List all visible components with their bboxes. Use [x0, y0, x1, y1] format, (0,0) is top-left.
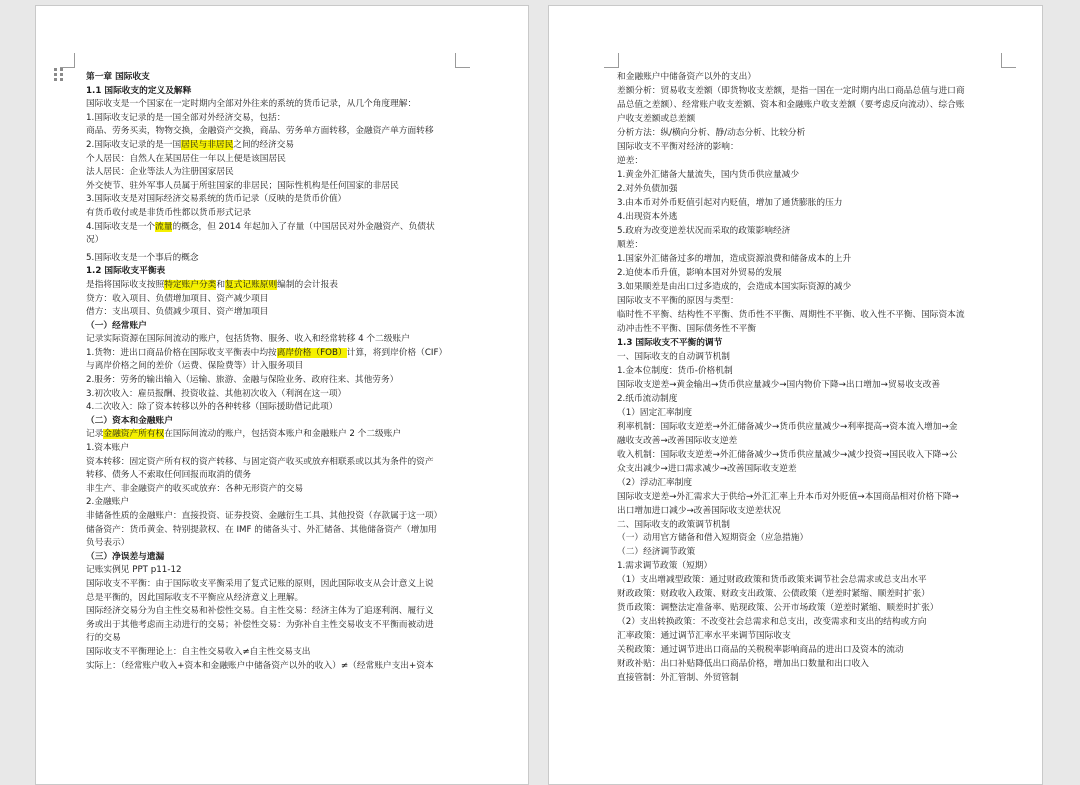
text-line	[617, 295, 997, 309]
text-line	[617, 491, 997, 505]
text-run: 1.2 国际收支平衡表	[86, 266, 166, 277]
text-run: 2.国际收支记录的是一国	[86, 139, 182, 150]
text-run: 3.国际收支是对国际经济交易系统的货币记录（反映的是货币价值）	[86, 194, 347, 205]
text-run: 融收支改善→改善国际收支逆差	[617, 435, 738, 446]
text-line	[617, 658, 997, 672]
text-run: 3.初次收入：雇员报酬、投资收益、其他初次收入（利润在这一项）	[86, 388, 347, 399]
text-run: 1.货物：进出口商品价格在国际收支平衡表中均按	[86, 347, 277, 358]
text-run: 转移、债务人不索取任何回报而取消的债务	[86, 470, 252, 481]
text-line	[617, 379, 997, 393]
crop-mark-top-left	[60, 53, 75, 68]
text-line	[617, 211, 997, 225]
text-run: 动冲击性不平衡、国际债务性不平衡	[617, 323, 756, 334]
text-run: 逆差：	[617, 155, 644, 166]
text-line	[617, 85, 997, 99]
text-line	[617, 169, 997, 183]
text-run: 2.纸币流动制度	[617, 393, 678, 404]
section-heading	[86, 265, 458, 279]
text-line	[617, 421, 997, 435]
text-line	[86, 166, 458, 180]
text-line	[86, 333, 458, 347]
text-run: 1.1 国际收支的定义及解释	[86, 85, 192, 96]
text-run: 1.国际收支记录的是一国全部对外经济交易，包括：	[86, 112, 286, 123]
text-line	[86, 564, 458, 578]
section-heading	[86, 415, 458, 429]
text-run: 众支出减少→进口需求减少→改善国际收支逆差	[617, 463, 797, 474]
text-run: 行的交易	[86, 633, 121, 644]
section-heading	[617, 337, 997, 351]
text-run: 有货币收付或是非货币性都以货币形式记录	[86, 207, 252, 218]
text-run: 3.由本币对外币贬值引起对内贬值，增加了通货膨胀的压力	[617, 197, 843, 208]
text-run: 户收支差额或总差额	[617, 113, 696, 124]
text-line	[617, 505, 997, 519]
text-line	[86, 125, 458, 139]
text-run: 记账实例见 PPT p11-12	[86, 565, 182, 576]
text-line	[86, 537, 458, 551]
text-run: 财政政策：财政收入政策、财政支出政策、公债政策（逆差时紧缩、顺差时扩张）	[617, 589, 930, 600]
text-line	[617, 155, 997, 169]
text-run: 总是平衡的，因此国际收支不平衡应从经济意义上理解。	[86, 592, 304, 603]
text-line	[86, 360, 458, 374]
text-run: 2.金融账户	[86, 497, 130, 508]
text-run: 国际收支不平衡理论上：自主性交易收入≠自主性交易支出	[86, 646, 311, 657]
text-line	[86, 388, 458, 402]
highlighted-text: 复式记账原则	[225, 279, 278, 290]
text-line	[86, 279, 458, 293]
text-run: 5.国际收支是一个事后的概念	[86, 252, 199, 263]
text-run: 国际收支不平衡的原因与类型：	[617, 295, 739, 306]
text-line	[617, 197, 997, 211]
text-run: 国际收支不平衡对经济的影响：	[617, 141, 739, 152]
text-line	[86, 469, 458, 483]
text-run: 务或出于其他考虑而主动进行的交易；补偿性交易：为弥补自主性交易收支不平衡而被动进	[86, 619, 434, 630]
text-run: 5.政府为改变逆差状况而采取的政策影响经济	[617, 225, 791, 236]
text-run: 在国际间流动的账户，包括资本账户和金融账户 2 个二级账户	[164, 429, 402, 440]
text-line	[86, 221, 458, 235]
text-run: 顺差：	[617, 239, 644, 250]
text-run: 4.出现资本外逃	[617, 211, 678, 222]
text-run: 国际收支是一个国家在一定时期内全部对外往来的系统的货币记录，从几个角度理解：	[86, 99, 417, 110]
text-line	[86, 632, 458, 646]
text-run: （2）支出转换政策：不改变社会总需求和总支出，改变需求和支出的结构或方向	[617, 617, 927, 628]
text-run: 况）	[86, 235, 104, 246]
text-run: 2.服务：劳务的输出输入（运输、旅游、金融与保险业务、政府往来、其他劳务）	[86, 375, 399, 386]
text-run: 一、国际收支的自动调节机制	[617, 351, 730, 362]
text-line	[86, 619, 458, 633]
text-line	[617, 267, 997, 281]
text-line	[86, 524, 458, 538]
text-run: （二）经济调节政策	[617, 547, 696, 558]
text-line	[617, 183, 997, 197]
text-run: 负号表示）	[86, 538, 130, 549]
text-line	[86, 401, 458, 415]
text-run: 国际收支不平衡：由于国际收支平衡采用了复式记账的原则，因此国际收支从会计意义上说	[86, 578, 434, 589]
text-line	[86, 234, 458, 248]
text-run: 与离岸价格之间的差价（运费、保险费等）计入服务项目	[86, 361, 304, 372]
text-run: 3.如果顺差是由出口过多造成的，会造成本国实际资源的减少	[617, 281, 852, 292]
text-run: 国际收支逆差→外汇需求大于供给→外汇汇率上升本币对外贬值→本国商品相对价格下降→	[617, 491, 959, 502]
text-run: 实际上：（经常账户收入+资本和金融账户中储备资产以外的收入）≠（经常账户支出+资本	[86, 660, 434, 671]
crop-mark-top-left	[604, 53, 619, 68]
text-run: （1）固定汇率制度	[617, 407, 693, 418]
text-run: 1.黄金外汇储备大量流失，国内货币供应量减少	[617, 169, 800, 180]
text-run: 非生产、非金融资产的收买或放弃：各种无形资产的交易	[86, 483, 304, 494]
crop-mark-top-right	[455, 53, 470, 68]
text-line	[617, 281, 997, 295]
text-line	[617, 113, 997, 127]
text-line	[617, 239, 997, 253]
text-line	[617, 99, 997, 113]
text-line	[617, 253, 997, 267]
text-line	[617, 630, 997, 644]
text-line	[617, 532, 997, 546]
text-line	[617, 477, 997, 491]
text-run: 财政补贴：出口补贴降低出口商品价格，增加出口数量和出口收入	[617, 659, 869, 670]
text-run: 汇率政策：通过调节汇率水平来调节国际收支	[617, 631, 791, 642]
document-page-right[interactable]	[548, 5, 1043, 785]
text-line	[617, 546, 997, 560]
text-run: 之间的经济交易	[233, 139, 295, 150]
highlighted-text: 金融资产所有权	[103, 429, 165, 440]
text-line	[617, 141, 997, 155]
text-run: 法人居民：企业等法人为注册国家居民	[86, 167, 234, 178]
text-line	[86, 98, 458, 112]
text-line	[86, 510, 458, 524]
text-line	[86, 306, 458, 320]
text-line	[617, 519, 997, 533]
text-line	[86, 139, 458, 153]
text-run: 二、国际收支的政策调节机制	[617, 519, 730, 530]
highlighted-text: 特定账户分类	[164, 279, 217, 290]
text-run: 分析方法：纵/横向分析、静/动态分析、比较分析	[617, 127, 806, 138]
text-line	[86, 207, 458, 221]
text-run: 利率机制：国际收支逆差→外汇储备减少→货币供应量减少→利率提高→资本流入增加→金	[617, 421, 958, 432]
text-line	[86, 456, 458, 470]
text-line	[617, 225, 997, 239]
text-line	[86, 496, 458, 510]
text-run: 直接管制：外汇管制、外贸管制	[617, 673, 739, 684]
text-run: （二）资本和金融账户	[86, 415, 173, 426]
text-line	[617, 309, 997, 323]
text-run: 和	[216, 279, 225, 290]
text-run: 1.资本账户	[86, 443, 130, 454]
text-run: 外交使节、驻外军事人员属于所驻国家的非居民；国际性机构是任何国家的非居民	[86, 180, 399, 191]
text-line	[86, 252, 458, 266]
crop-mark-top-right	[1001, 53, 1016, 68]
text-line	[617, 393, 997, 407]
text-line	[617, 602, 997, 616]
text-line	[617, 449, 997, 463]
text-line	[86, 646, 458, 660]
text-line	[617, 672, 997, 686]
text-run: 2.对外负债加强	[617, 183, 678, 194]
text-run: 储备资产：货币黄金、特别提款权、在 IMF 的储备头寸、外汇储备、其他储备资产（增加用	[86, 524, 437, 535]
page-text-body[interactable]	[617, 71, 997, 686]
text-run: （一）经常账户	[86, 320, 147, 331]
text-run: 个人居民：自然人在某国居住一年以上便是该国居民	[86, 153, 286, 164]
text-run: 国际经济交易分为自主性交易和补偿性交易。自主性交易：经济主体为了追逐利润、履行义	[86, 606, 434, 617]
text-run: 第一章 国际收支	[86, 72, 150, 82]
text-line	[86, 442, 458, 456]
highlighted-text: 居民与非居民	[181, 139, 234, 150]
text-run: 贷方：收入项目、负债增加项目、资产减少项目	[86, 293, 269, 304]
text-run: （一）动用官方储备和借入短期资金（应急措施）	[617, 533, 809, 544]
text-line	[86, 180, 458, 194]
text-line	[617, 463, 997, 477]
text-run: 品总值之差额）、经常账户收支差额、资本和金融账户收支差额（要考虑反向流动）、综合账	[617, 99, 965, 110]
highlighted-text: 流量	[155, 221, 173, 232]
text-run: 差额分析：贸易收支差额（即货物收支差额，是指一国在一定时期内出口商品总值与进口商	[617, 85, 965, 96]
text-run: 2.迫使本币升值，影响本国对外贸易的发展	[617, 267, 782, 278]
text-run: （1）支出增减型政策：通过财政政策和货币政策来调节社会总需求或总支出水平	[617, 575, 927, 586]
text-line	[86, 374, 458, 388]
text-line	[617, 407, 997, 421]
highlighted-text: 离岸价格（FOB）	[276, 347, 347, 358]
text-run: 是指将国际收支按照	[86, 279, 165, 290]
text-line	[617, 435, 997, 449]
text-line	[86, 293, 458, 307]
text-run: 商品、劳务买卖，物物交换，金融资产交换，商品、劳务单方面转移，金融资产单方面转移	[86, 126, 434, 137]
text-run: 的概念，但 2014 年起加入了存量（中国居民对外金融资产、负债状	[172, 221, 435, 232]
text-run: 1.3 国际收支不平衡的调节	[617, 337, 723, 348]
text-run: 1.金本位制度：货币-价格机制	[617, 365, 733, 376]
drag-handle-icon[interactable]	[54, 68, 63, 81]
text-line	[617, 644, 997, 658]
text-line	[617, 323, 997, 337]
text-run: 国际收支逆差→黄金输出→货币供应量减少→国内物价下降→出口增加→贸易收支改善	[617, 379, 941, 390]
text-line	[86, 112, 458, 126]
text-run: 记录实际资源在国际间流动的账户，包括货物、服务、收入和经常转移 4 个二级账户	[86, 334, 410, 345]
text-run: （三）净误差与遗漏	[86, 551, 165, 562]
text-run: 关税政策：通过调节进出口商品的关税税率影响商品的进出口及资本的流动	[617, 645, 904, 656]
text-run: 和金融账户中储备资产以外的支出）	[617, 72, 756, 82]
text-run: 临时性不平衡、结构性不平衡、货币性不平衡、周期性不平衡、收入性不平衡、国际资本流	[617, 309, 965, 320]
text-run: （2）浮动汇率制度	[617, 477, 693, 488]
text-run: 计算，将到岸价格（CIF）	[346, 347, 448, 358]
text-run: 资本转移：固定资产所有权的资产转移、与固定资产收买或放弃相联系或以其为条件的资产	[86, 456, 434, 467]
text-run: 出口增加进口减少→改善国际收支逆差状况	[617, 505, 781, 516]
section-heading	[86, 71, 458, 85]
text-line	[86, 428, 458, 442]
text-run: 货币政策：调整法定准备率、贴现政策、公开市场政策（逆差时紧缩、顺差时扩张）	[617, 603, 939, 614]
text-line	[86, 592, 458, 606]
text-run: 借方：支出项目、负债减少项目、资产增加项目	[86, 307, 269, 318]
text-run: 1.国家外汇储备过多的增加，造成资源浪费和储备成本的上升	[617, 253, 852, 264]
text-line	[617, 365, 997, 379]
text-line	[86, 605, 458, 619]
text-run: 编制的会计报表	[277, 279, 338, 290]
section-heading	[86, 85, 458, 99]
text-line	[86, 660, 458, 674]
text-line	[617, 127, 997, 141]
text-line	[86, 347, 458, 361]
text-run: 收入机制：国际收支逆差→外汇储备减少→货币供应量减少→减少投资→国民收入下降→公	[617, 449, 958, 460]
text-line	[86, 193, 458, 207]
text-run: 4.二次收入：除了资本转移以外的各种转移（国际援助借记此项）	[86, 402, 338, 413]
text-run: 1.需求调节政策（短期）	[617, 561, 713, 572]
text-run: 记录	[86, 429, 104, 440]
text-run: 非储备性质的金融账户：直接投资、证券投资、金融衍生工具、其他投资（存款属于这一项）	[86, 511, 443, 521]
text-line	[617, 560, 997, 574]
section-heading	[86, 320, 458, 334]
page-text-body[interactable]	[86, 71, 458, 673]
text-line	[617, 351, 997, 365]
text-line	[86, 483, 458, 497]
text-run: 4.国际收支是一个	[86, 221, 156, 232]
text-line	[617, 588, 997, 602]
text-line	[617, 574, 997, 588]
section-heading	[86, 551, 458, 565]
text-line	[617, 616, 997, 630]
text-line	[86, 153, 458, 167]
text-line	[617, 71, 997, 85]
document-page-left[interactable]	[35, 5, 529, 785]
text-line	[86, 578, 458, 592]
